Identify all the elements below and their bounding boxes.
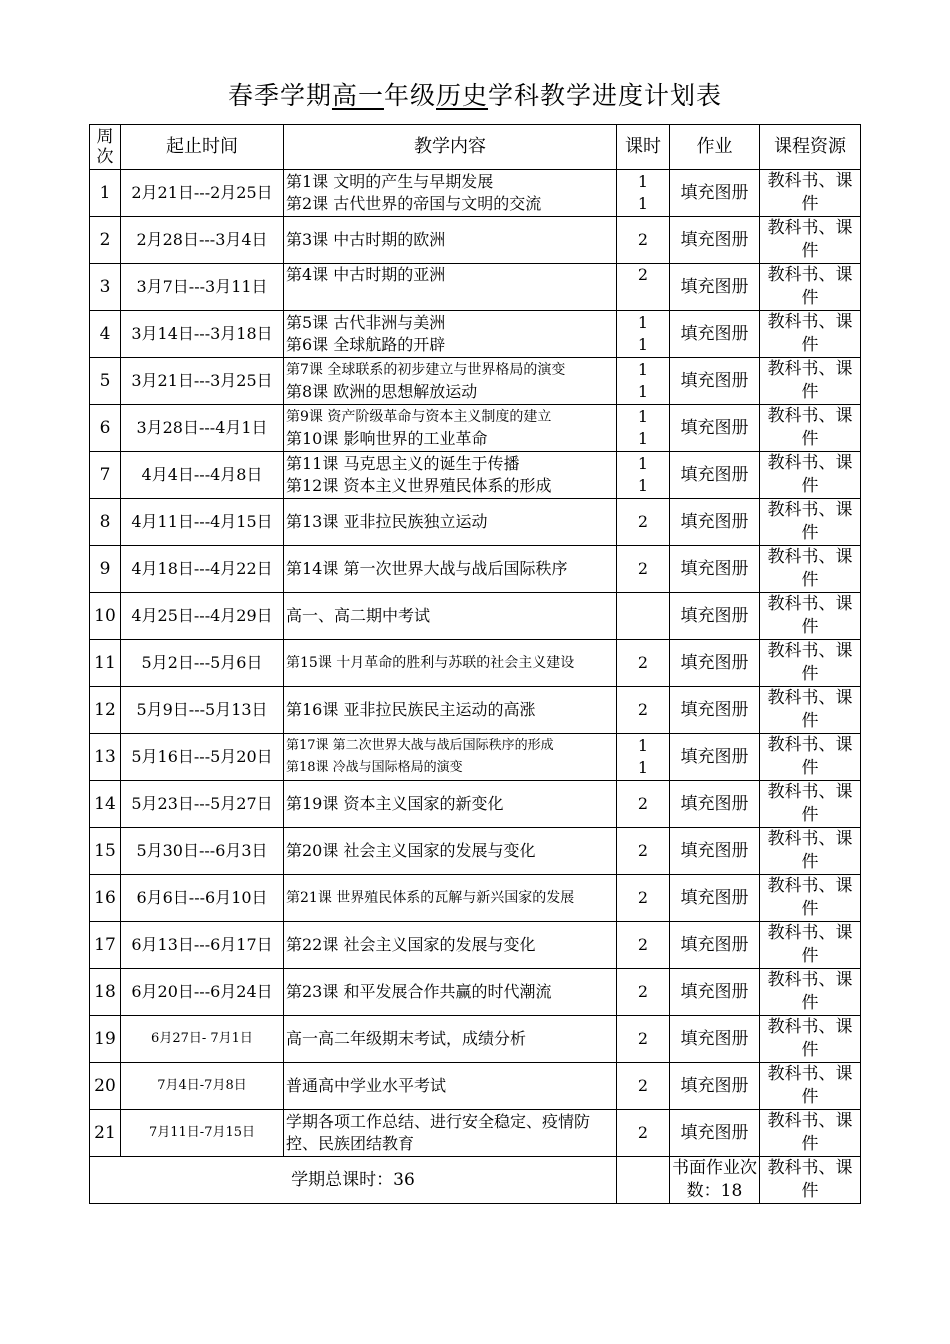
week-cell: 17 xyxy=(90,922,121,969)
hours-value: 1 xyxy=(637,758,649,777)
hours-cell xyxy=(617,640,670,687)
content-cell xyxy=(284,405,617,452)
hours-value: 1 xyxy=(637,335,649,354)
resources-cell: 教科书、课件 xyxy=(760,734,861,781)
resources-cell: 教科书、课件 xyxy=(760,922,861,969)
hours-cell xyxy=(617,358,670,405)
table-row xyxy=(90,217,861,264)
content-line: 第16课 亚非拉民族民主运动的高涨 xyxy=(286,700,536,719)
header-week: 周次 xyxy=(90,125,121,170)
hours-value: 2 xyxy=(637,982,649,1001)
hours-value: 2 xyxy=(637,935,649,954)
content-cell xyxy=(284,1063,617,1110)
content-cell xyxy=(284,217,617,264)
hours-value: 1 xyxy=(637,429,649,448)
week-cell: 20 xyxy=(90,1063,121,1110)
content-line: 第3课 中古时期的欧洲 xyxy=(286,230,446,249)
total-empty xyxy=(617,1157,670,1204)
table-row xyxy=(90,1110,861,1157)
homework-cell: 填充图册 xyxy=(670,499,760,546)
resources-cell: 教科书、课件 xyxy=(760,311,861,358)
content-line: 第7课 全球联系的初步建立与世界格局的演变 xyxy=(286,362,566,378)
date-cell: 5月16日---5月20日 xyxy=(121,734,284,781)
title-grade: 高一 xyxy=(331,81,384,110)
resources-cell: 教科书、课件 xyxy=(760,452,861,499)
week-cell: 2 xyxy=(90,217,121,264)
content-cell xyxy=(284,499,617,546)
homework-cell: 填充图册 xyxy=(670,217,760,264)
table-row xyxy=(90,264,861,311)
week-cell: 19 xyxy=(90,1016,121,1063)
table-row xyxy=(90,499,861,546)
homework-cell: 填充图册 xyxy=(670,452,760,499)
date-cell: 4月18日---4月22日 xyxy=(121,546,284,593)
hours-cell xyxy=(617,546,670,593)
homework-cell: 填充图册 xyxy=(670,546,760,593)
week-cell: 14 xyxy=(90,781,121,828)
content-line: 第6课 全球航路的开辟 xyxy=(286,335,446,354)
date-cell: 6月13日---6月17日 xyxy=(121,922,284,969)
homework-cell: 填充图册 xyxy=(670,922,760,969)
week-cell: 16 xyxy=(90,875,121,922)
content-cell xyxy=(284,875,617,922)
table-row xyxy=(90,593,861,640)
hours-cell xyxy=(617,781,670,828)
date-cell: 3月7日---3月11日 xyxy=(121,264,284,311)
total-resources: 教科书、课件 xyxy=(760,1157,861,1204)
content-cell xyxy=(284,734,617,781)
content-line: 第18课 冷战与国际格局的演变 xyxy=(286,760,463,775)
content-line: 高一、高二期中考试 xyxy=(286,606,431,625)
hours-value: 2 xyxy=(637,1029,649,1048)
resources-cell: 教科书、课件 xyxy=(760,170,861,217)
title-pre: 春季学期 xyxy=(227,81,332,110)
homework-cell: 填充图册 xyxy=(670,781,760,828)
homework-cell: 填充图册 xyxy=(670,687,760,734)
title-mid: 年级 xyxy=(383,81,436,110)
content-cell xyxy=(284,311,617,358)
hours-cell xyxy=(617,405,670,452)
table-row xyxy=(90,828,861,875)
homework-cell: 填充图册 xyxy=(670,1063,760,1110)
content-line: 第2课 古代世界的帝国与文明的交流 xyxy=(286,194,542,213)
week-cell: 7 xyxy=(90,452,121,499)
resources-cell: 教科书、课件 xyxy=(760,781,861,828)
header-hours: 课时 xyxy=(617,125,670,170)
hours-value: 1 xyxy=(637,407,649,426)
content-cell xyxy=(284,922,617,969)
resources-cell: 教科书、课件 xyxy=(760,217,861,264)
hours-value: 2 xyxy=(637,512,649,531)
content-cell xyxy=(284,593,617,640)
homework-cell: 填充图册 xyxy=(670,1110,760,1157)
hours-value: 2 xyxy=(637,888,649,907)
table-row xyxy=(90,875,861,922)
homework-cell: 填充图册 xyxy=(670,405,760,452)
content-line: 普通高中学业水平考试 xyxy=(286,1076,447,1095)
resources-cell: 教科书、课件 xyxy=(760,593,861,640)
content-line: 第9课 资产阶级革命与资本主义制度的建立 xyxy=(286,409,552,425)
week-cell: 12 xyxy=(90,687,121,734)
header-content: 教学内容 xyxy=(284,125,617,170)
content-line: 第1课 文明的产生与早期发展 xyxy=(286,172,494,191)
date-cell: 7月4日-7月8日 xyxy=(121,1063,284,1110)
hours-cell xyxy=(617,687,670,734)
hours-value: 1 xyxy=(637,382,649,401)
content-cell xyxy=(284,170,617,217)
content-cell xyxy=(284,264,617,311)
content-line: 第11课 马克思主义的诞生于传播 xyxy=(286,454,520,473)
week-cell: 10 xyxy=(90,593,121,640)
content-cell xyxy=(284,358,617,405)
table-row xyxy=(90,734,861,781)
week-cell: 3 xyxy=(90,264,121,311)
total-hours: 学期总课时：36 xyxy=(90,1157,617,1204)
homework-cell: 填充图册 xyxy=(670,828,760,875)
table-row xyxy=(90,170,861,217)
hours-value: 2 xyxy=(637,841,649,860)
hours-value: 2 xyxy=(637,1123,649,1142)
date-cell: 3月14日---3月18日 xyxy=(121,311,284,358)
table-row xyxy=(90,358,861,405)
content-line: 第14课 第一次世界大战与战后国际秩序 xyxy=(286,559,568,578)
hours-value: 1 xyxy=(637,454,649,473)
resources-cell: 教科书、课件 xyxy=(760,875,861,922)
date-cell: 3月21日---3月25日 xyxy=(121,358,284,405)
week-cell: 21 xyxy=(90,1110,121,1157)
hours-cell xyxy=(617,217,670,264)
date-cell: 5月2日---5月6日 xyxy=(121,640,284,687)
header-resources: 课程资源 xyxy=(760,125,861,170)
table-row xyxy=(90,311,861,358)
hours-cell xyxy=(617,969,670,1016)
total-row xyxy=(90,1157,861,1204)
hours-value: 1 xyxy=(637,194,649,213)
hours-value: 2 xyxy=(637,700,649,719)
content-line: 第21课 世界殖民体系的瓦解与新兴国家的发展 xyxy=(286,890,575,906)
week-cell: 1 xyxy=(90,170,121,217)
resources-cell: 教科书、课件 xyxy=(760,1063,861,1110)
hours-cell xyxy=(617,1063,670,1110)
resources-cell: 教科书、课件 xyxy=(760,640,861,687)
hours-cell xyxy=(617,593,670,640)
resources-cell: 教科书、课件 xyxy=(760,405,861,452)
content-line: 第20课 社会主义国家的发展与变化 xyxy=(286,841,536,860)
resources-cell: 教科书、课件 xyxy=(760,1016,861,1063)
table-row xyxy=(90,546,861,593)
hours-cell xyxy=(617,734,670,781)
date-cell: 4月4日---4月8日 xyxy=(121,452,284,499)
table-row xyxy=(90,781,861,828)
schedule-table xyxy=(89,124,861,1204)
resources-cell: 教科书、课件 xyxy=(760,546,861,593)
content-line: 第23课 和平发展合作共赢的时代潮流 xyxy=(286,982,552,1001)
content-line: 第13课 亚非拉民族独立运动 xyxy=(286,512,488,531)
week-cell: 6 xyxy=(90,405,121,452)
week-cell: 15 xyxy=(90,828,121,875)
table-row xyxy=(90,969,861,1016)
hours-value: 2 xyxy=(637,1076,649,1095)
content-line: 学期各项工作总结、进行安全稳定、疫情防控、民族团结教育 xyxy=(286,1112,591,1153)
hours-cell xyxy=(617,311,670,358)
week-cell: 4 xyxy=(90,311,121,358)
week-cell: 13 xyxy=(90,734,121,781)
content-cell xyxy=(284,1016,617,1063)
resources-cell: 教科书、课件 xyxy=(760,264,861,311)
week-cell: 11 xyxy=(90,640,121,687)
hours-cell xyxy=(617,452,670,499)
content-line: 第17课 第二次世界大战与战后国际秩序的形成 xyxy=(286,738,554,753)
content-cell xyxy=(284,452,617,499)
content-line: 第15课 十月革命的胜利与苏联的社会主义建设 xyxy=(286,655,575,671)
homework-cell: 填充图册 xyxy=(670,734,760,781)
hours-value: 2 xyxy=(637,794,649,813)
content-cell xyxy=(284,546,617,593)
hours-value: 2 xyxy=(637,265,649,284)
resources-cell: 教科书、课件 xyxy=(760,687,861,734)
homework-cell: 填充图册 xyxy=(670,170,760,217)
content-cell xyxy=(284,969,617,1016)
content-line: 高一高二年级期末考试，成绩分析 xyxy=(286,1029,527,1048)
hours-cell xyxy=(617,922,670,969)
table-row xyxy=(90,1063,861,1110)
content-cell xyxy=(284,781,617,828)
date-cell: 6月20日---6月24日 xyxy=(121,969,284,1016)
hours-value: 1 xyxy=(637,476,649,495)
hours-cell xyxy=(617,875,670,922)
header-homework: 作业 xyxy=(670,125,760,170)
homework-cell: 填充图册 xyxy=(670,875,760,922)
content-line: 第19课 资本主义国家的新变化 xyxy=(286,794,504,813)
date-cell: 3月28日---4月1日 xyxy=(121,405,284,452)
week-cell: 18 xyxy=(90,969,121,1016)
table-row xyxy=(90,405,861,452)
header-dates: 起止时间 xyxy=(121,125,284,170)
date-cell: 5月23日---5月27日 xyxy=(121,781,284,828)
resources-cell: 教科书、课件 xyxy=(760,1110,861,1157)
date-cell: 4月11日---4月15日 xyxy=(121,499,284,546)
table-row xyxy=(90,640,861,687)
hours-cell xyxy=(617,1110,670,1157)
date-cell: 6月6日---6月10日 xyxy=(121,875,284,922)
date-cell: 5月9日---5月13日 xyxy=(121,687,284,734)
content-line: 第8课 欧洲的思想解放运动 xyxy=(286,382,478,401)
total-homework: 书面作业次数：18 xyxy=(670,1157,760,1204)
date-cell: 5月30日---6月3日 xyxy=(121,828,284,875)
homework-cell: 填充图册 xyxy=(670,969,760,1016)
page-title xyxy=(0,76,950,112)
homework-cell: 填充图册 xyxy=(670,640,760,687)
content-cell xyxy=(284,640,617,687)
date-cell: 6月27日- 7月1日 xyxy=(121,1016,284,1063)
date-cell: 7月11日-7月15日 xyxy=(121,1110,284,1157)
resources-cell: 教科书、课件 xyxy=(760,828,861,875)
hours-cell xyxy=(617,170,670,217)
content-line: 第10课 影响世界的工业革命 xyxy=(286,429,488,448)
title-post: 学科教学进度计划表 xyxy=(488,81,723,110)
homework-cell: 填充图册 xyxy=(670,593,760,640)
resources-cell: 教科书、课件 xyxy=(760,969,861,1016)
hours-cell xyxy=(617,828,670,875)
hours-value: 2 xyxy=(637,653,649,672)
date-cell: 4月25日---4月29日 xyxy=(121,593,284,640)
table-row xyxy=(90,687,861,734)
hours-value: 1 xyxy=(637,313,649,332)
hours-value: 1 xyxy=(637,360,649,379)
homework-cell: 填充图册 xyxy=(670,358,760,405)
content-line: 第5课 古代非洲与美洲 xyxy=(286,313,446,332)
hours-value: 1 xyxy=(637,172,649,191)
content-cell xyxy=(284,828,617,875)
hours-value: 2 xyxy=(637,559,649,578)
homework-cell: 填充图册 xyxy=(670,1016,760,1063)
content-cell xyxy=(284,1110,617,1157)
date-cell: 2月28日---3月4日 xyxy=(121,217,284,264)
homework-cell: 填充图册 xyxy=(670,264,760,311)
week-cell: 8 xyxy=(90,499,121,546)
title-subject: 历史 xyxy=(436,81,489,110)
hours-cell xyxy=(617,499,670,546)
content-line: 第4课 中古时期的亚洲 xyxy=(286,265,446,284)
content-line: 第22课 社会主义国家的发展与变化 xyxy=(286,935,536,954)
hours-cell xyxy=(617,1016,670,1063)
week-cell: 9 xyxy=(90,546,121,593)
hours-value: 1 xyxy=(637,736,649,755)
table-row xyxy=(90,452,861,499)
homework-cell: 填充图册 xyxy=(670,311,760,358)
week-cell: 5 xyxy=(90,358,121,405)
hours-cell xyxy=(617,264,670,311)
content-line: 第12课 资本主义世界殖民体系的形成 xyxy=(286,476,552,495)
header-row xyxy=(90,125,861,170)
table-row xyxy=(90,1016,861,1063)
table-row xyxy=(90,922,861,969)
date-cell: 2月21日---2月25日 xyxy=(121,170,284,217)
hours-value: 2 xyxy=(637,230,649,249)
resources-cell: 教科书、课件 xyxy=(760,499,861,546)
resources-cell: 教科书、课件 xyxy=(760,358,861,405)
content-cell xyxy=(284,687,617,734)
